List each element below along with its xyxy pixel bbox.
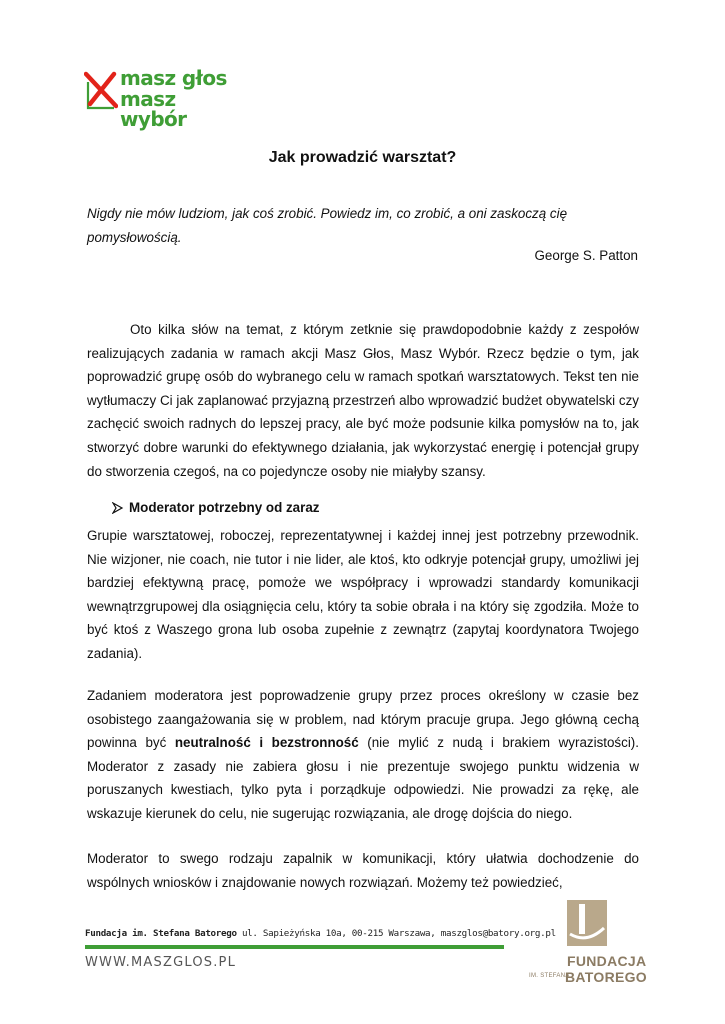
logo-line-1: masz głos [120,66,227,90]
batory-mark-icon [567,900,607,946]
section-heading [109,500,319,515]
footer-website: WWW.MASZGLOS.PL [85,955,237,970]
intro-paragraph: Oto kilka słów na temat, z którym zetknie się prawdopodobnie każdy z zespołów realizujących zadania w ramach akcji Masz Głos, Masz Wybór. Rzecz będzie o tym, jak poprowadzić grupę osób do wybranego celu w ramach spotkań warsztatowych. Tekst ten nie wytłumaczy Ci jak zaplanować przyjazną przestrzeń albo wprowadzić budżet obywatelski czy zachęcić swoich radnych do lepszej pracy, ale być może podsunie kilka pomysłów na to, jak stworzyć dobre warunki do efektywnego działania, jak wykorzystać energię i potencjał grupy do stworzenia czegoś, na co pojedyncze osoby nie miałyby szansy. [87,322,639,479]
section-heading-text: Moderator potrzebny od zaraz [129,500,320,515]
footer-address [85,928,556,939]
para3-text-after: (nie mylić z nudą i brakiem wyrazistości). Moderator z zasady nie zabiera głosu i nie prezentuje swojego punktu widzenia w poruszanych kwestiach, tylko pyta i porządkuje odpowiedzi. Nie prowadzi za rękę, ale wskazuje kierunek do celu, nie sugerując rozwiązania, ale drogę dojścia do niego. [87,735,639,821]
footer-address-text: ul. Sapieżyńska 10a, 00-215 Warszawa, maszglos@batory.org.pl [241,928,556,939]
batory-foundation-logo [527,900,647,988]
masz-glos-logo [84,66,244,131]
para3-text-before: Zadaniem moderatora jest poprowadzenie grupy przez proces określony w czasie bez osobistego zaangażowania się w problem, nad którym pracuje grupa. Jego główną cechą powinna być [87,688,639,751]
epigraph-author: George S. Patton [534,248,638,263]
footer-org: Fundacja im. Stefana Batorego [85,928,237,939]
para3-bold: neutralność i bezstronność [174,735,359,751]
paragraph-moderator-need: Grupie warsztatowej, roboczej, reprezentatywnej i każdej innej jest potrzebny przewodnik. Nie wizjoner, nie coach, nie tutor i nie lider, ale ktoś, kto odkryje potencjał grupy, umożliwi jej bardziej efektywną pracę, pomoże we współpracy i wprowadzi standardy komunikacji wewnątrzgrupowej dla osiągnięcia celu, który ta sobie obrała i na który się zgodziła. Może to być ktoś z Waszego grona lub osoba zupełnie z zewnątrz (zapytaj koordynatora Twojego zadania). [87,528,639,661]
batory-line-2: BATOREGO [565,969,647,985]
epigraph-quote: Nigdy nie mów ludziom, jak coś zrobić. Powiedz im, co zrobić, a oni zaskoczą cię pomysłowością. [87,206,568,245]
paragraph-moderator-catalyst: Moderator to swego rodzaju zapalnik w komunikacji, który ułatwia dochodzenie do wspólnych wniosków i znajdowanie nowych rozwiązań. Możemy też powiedzieć, [87,851,639,890]
footer-divider [85,945,504,949]
paragraph-moderator-role [87,684,639,826]
page-title: Jak prowadzić warsztat? [268,149,457,166]
batory-small-text: IM. STEFANA [529,973,570,979]
batory-line-1: FUNDACJA [567,953,647,969]
ballot-check-icon [84,70,118,110]
logo-line-2: masz wybór [120,87,187,131]
